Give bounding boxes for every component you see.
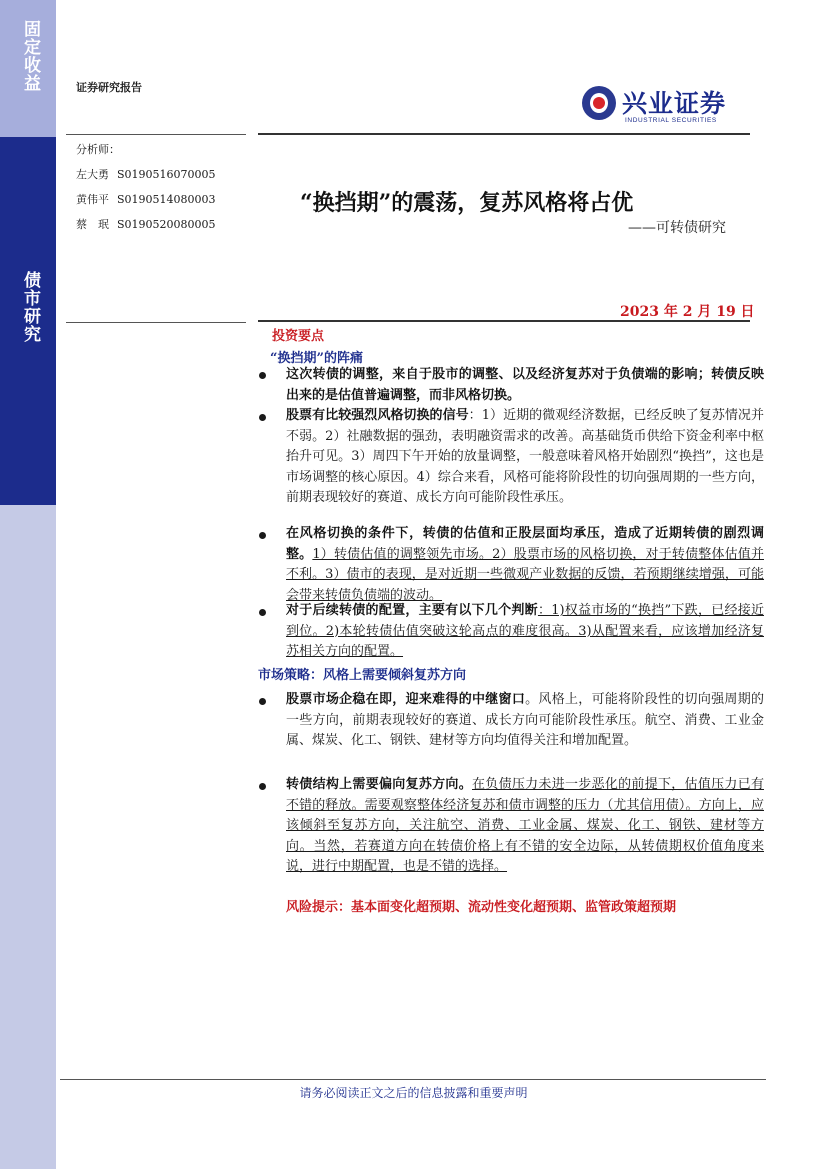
analyst-name: 左大勇 [76,168,109,181]
analyst-code: S0190514080003 [117,193,216,206]
logo-text-en: INDUSTRIAL SECURITIES [625,117,717,124]
bullet-icon [259,698,266,705]
report-date: 2023 年 2 月 19 日 [620,304,755,320]
analyst-row [76,212,216,237]
bullet-paragraph: 股票市场企稳在即，迎来难得的中继窗口。风格上，可能将阶段性的切向强周期的一些方向，前期表现较好的赛道、成长方向可能阶段性承压。航空、消费、工业金属、煤炭、化工、钢铁、建材等方向均值得关注和增加配置。 [286,692,764,748]
sidebar-topic-block [0,137,56,505]
sidebar-category-block [0,0,56,137]
bullet-icon [259,532,266,539]
bullet-paragraph: 股票有比较强烈风格切换的信号：1）近期的微观经济数据，已经反映了复苏情况并不弱。2）社融数据的强劲，表明融资需求的改善。高基础货币供给下资金利率中枢抬升可见。3）周四下午开始的放量调整，一般意味着风格开始剧烈“换挡”，这也是市场调整的核心原因。4）综合来看，风格可能将阶段性的切向强周期的一些方向，前期表现较好的赛道、成长方向可能阶段性承压。 [286,408,764,505]
report-subtitle: ——可转债研究 [628,220,726,236]
disclaimer-footer: 请务必阅读正文之后的信息披露和重要声明 [299,1086,528,1100]
footer-divider [60,1079,766,1080]
section-heading: 市场策略：风格上需要倾斜复苏方向 [258,668,467,683]
analyst-heading: 分析师： [76,143,120,156]
report-type: 证券研究报告 [76,81,142,94]
report-title: “换挡期”的震荡，复苏风格将占优 [300,190,634,216]
logo-text-cn: 兴业证券 [622,89,727,118]
bullet-icon [259,783,266,790]
analyst-code: S0190520080005 [117,218,216,231]
section-subheading: “换挡期”的阵痛 [270,351,363,366]
analyst-row [76,187,216,212]
bullet-paragraph: 转债结构上需要偏向复苏方向。在负债压力未进一步恶化的前提下，估值压力已有不错的释放。需要观察整体经济复苏和债市调整的压力（尤其信用债）。方向上，应该倾斜至复苏方向，关注航空、消费、工业金属、煤炭、化工、钢铁、建材等方向。当然，若赛道方向在转债价格上有不错的安全边际，从转债期权价值角度来说，进行中期配置，也是不错的选择。 [286,777,764,874]
logo-icon [582,86,616,120]
divider [66,322,246,323]
bullet-paragraph: 对于后续转债的配置，主要有以下几个判断：1)权益市场的“换挡”下跌，已经接近到位。2)本轮转债估值突破这轮高点的难度很高。3)从配置来看，应该增加经济复苏相关方向的配置。 [286,603,764,659]
analyst-name: 蔡 珉 [76,218,109,231]
bullet-paragraph: 在风格切换的条件下，转债的估值和正股层面均承压，造成了近期转债的剧烈调整。1）转债估值的调整领先市场。2）股票市场的风格切换，对于转债整体估值并不利。3）债市的表现，是对近期一些微观产业数据的反馈，若预期继续增强，可能会带来转债负债端的波动。 [286,526,764,603]
section-heading: 投资要点 [272,329,325,344]
analyst-row [76,162,216,187]
company-logo [582,84,752,132]
risk-warning: 风险提示：基本面变化超预期、流动性变化超预期、监管政策超预期 [286,900,677,915]
divider [66,134,246,135]
bullet-icon [259,414,266,421]
bullet-paragraph: 这次转债的调整，来自于股市的调整、以及经济复苏对于负债端的影响；转债反映出来的是估值普遍调整，而非风格切换。 [286,367,764,403]
divider [258,133,750,135]
analyst-code: S0190516070005 [117,168,216,181]
divider [258,320,750,322]
analyst-list [76,137,216,237]
bullet-icon [259,609,266,616]
sidebar-topic-label: 债市研究 [20,271,40,343]
bullet-icon [259,372,266,379]
sidebar-category-label: 固定收益 [20,20,40,92]
analyst-name: 黄伟平 [76,193,109,206]
sidebar-bottom-block [0,505,56,1169]
